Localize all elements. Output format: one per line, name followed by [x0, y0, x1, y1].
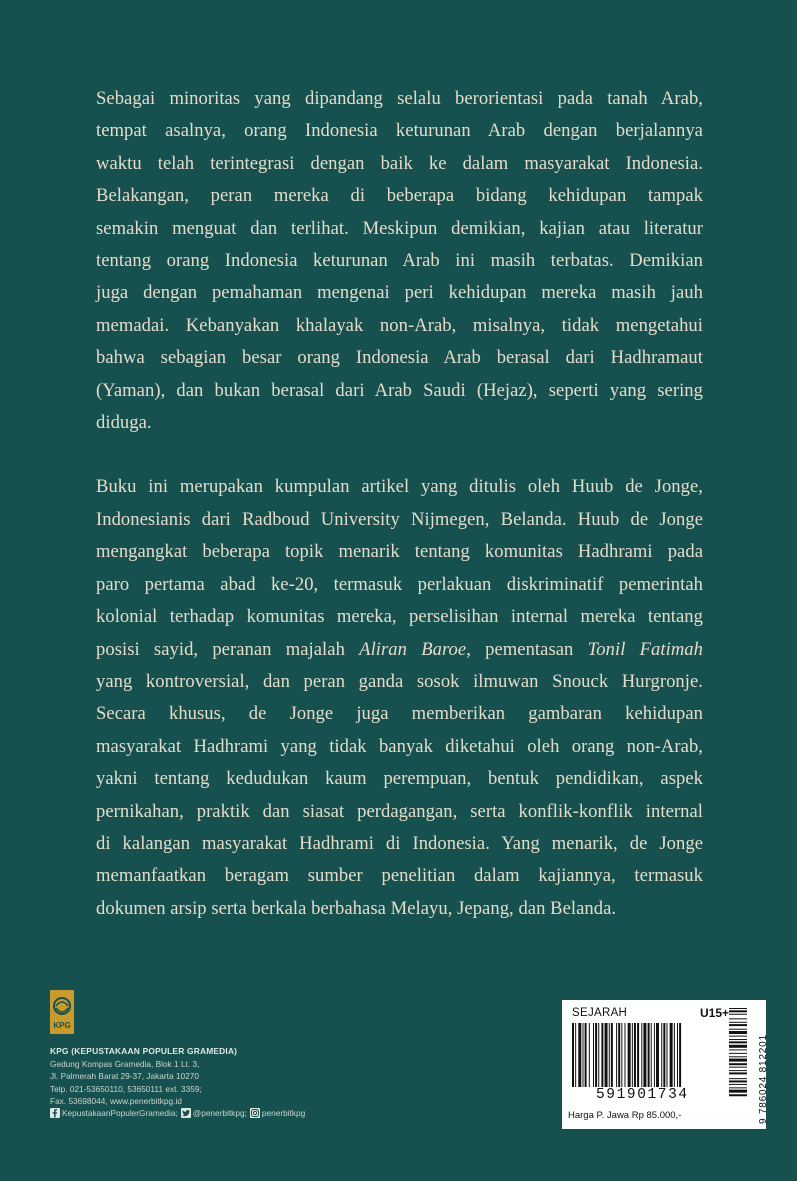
instagram-handle: penerbitkpg [261, 1107, 306, 1118]
price-label: Harga P. Jawa Rp 85.000,- [568, 1110, 682, 1121]
blurb-line: Indonesianis dari Radboud University Nijmegen, Belanda. Huub de Jonge [96, 508, 703, 530]
blurb-line: bahwa sebagian besar orang Indonesia Arab berasal dari Hadhramaut [96, 347, 703, 369]
age-rating: U15+ [700, 1006, 730, 1020]
blurb-line: semakin menguat dan terlihat. Meskipun demikian, kajian atau literatur [96, 217, 703, 239]
facebook-handle: KepustakaanPopulerGramedia; [62, 1107, 178, 1118]
publisher-address: Gedung Kompas Gramedia, Blok 1 Lt. 3, [50, 1059, 200, 1069]
blurb-line: Belakangan, peran mereka di beberapa bidang kehidupan tampak [96, 185, 703, 207]
svg-text:KPG: KPG [53, 1021, 71, 1030]
blurb-line: dokumen arsip serta berkala berbahasa Melayu, Jepang, dan Belanda. [96, 897, 617, 919]
publisher-address: Jl. Palmerah Barat 29-37, Jakarta 10270 [50, 1071, 199, 1082]
blurb-line: pernikahan, praktik dan siasat perdagangan, serta konflik-konflik internal [96, 800, 703, 822]
barcode-label [562, 1000, 769, 1129]
blurb-line: paro pertama abad ke-20, termasuk perlakuan diskriminatif pemerintah [96, 573, 703, 595]
play-title: Tonil Fatimah [587, 638, 703, 660]
isbn-barcode [729, 1008, 747, 1120]
publisher-social-links [50, 1108, 380, 1118]
blurb-line: mengangkat beberapa topik menarik tentang komunitas Hadhrami pada [96, 541, 703, 563]
kpg-logo-icon [50, 990, 74, 1034]
magazine-title: Aliran Baroe [359, 638, 467, 660]
blurb-line: tentang orang Indonesia keturunan Arab ini masih terbatas. Demikian [96, 250, 703, 272]
publisher-info [50, 990, 380, 1118]
isbn-number-wrap [747, 1004, 769, 1126]
publisher-name: KPG (KEPUSTAKAAN POPULER GRAMEDIA) [50, 1046, 238, 1056]
blurb-line: Buku ini merupakan kumpulan artikel yang ditulis oleh Huub de Jonge, [96, 476, 703, 498]
facebook-icon [50, 1108, 60, 1118]
blurb-line: waktu telah terintegrasi dengan baik ke dalam masyarakat Indonesia. [96, 152, 703, 174]
kpg-logo [50, 990, 74, 1034]
blurb-line: Secara khusus, de Jonge juga memberikan gambaran kehidupan [96, 703, 703, 725]
product-barcode [572, 1023, 722, 1087]
blurb-line: (Yaman), dan bukan berasal dari Arab Saudi (Hejaz), seperti yang sering [96, 379, 703, 401]
blurb-line: memadai. Kebanyakan khalayak non-Arab, misalnya, tidak mengetahui [96, 314, 703, 336]
blurb-line: juga dengan pemahaman mengenai peri kehidupan mereka masih jauh [96, 282, 703, 304]
blurb-paragraph-1 [96, 83, 703, 439]
blurb-text: posisi sayid, peranan majalah [96, 638, 360, 660]
publisher-fax-website: Fax. 53698044, www.penerbitkpg.id [50, 1096, 182, 1107]
blurb-line: Sebagai minoritas yang dipandang selalu berorientasi pada tanah Arab, [96, 88, 703, 109]
blurb-line: masyarakat Hadhrami yang tidak banyak diketahui oleh orang non-Arab, [96, 735, 703, 757]
blurb-line: tempat asalnya, orang Indonesia keturunan Arab dengan berjalannya [96, 120, 703, 142]
blurb-line: memanfaatkan beragam sumber penelitian dalam kajiannya, termasuk [96, 865, 703, 887]
twitter-handle: @penerbitkpg; [192, 1107, 247, 1118]
blurb-line-with-titles [96, 634, 703, 666]
blurb-line: yakni tentang kedudukan kaum perempuan, bentuk pendidikan, aspek [96, 768, 703, 790]
blurb-paragraph-2 [96, 471, 703, 925]
product-code: 591901734 [596, 1087, 689, 1103]
blurb-line: diduga. [96, 412, 152, 434]
isbn-number: 9 786024 812201 [758, 1034, 769, 1124]
back-cover-blurb [96, 83, 703, 925]
genre-label: SEJARAH [572, 1007, 628, 1019]
twitter-icon [181, 1108, 191, 1118]
blurb-line: di kalangan masyarakat Hadhrami di Indonesia. Yang menarik, de Jonge [96, 832, 703, 854]
blurb-text: , pementasan [466, 638, 588, 660]
instagram-icon [250, 1108, 260, 1118]
blurb-line: kolonial terhadap komunitas mereka, perselisihan internal mereka tentang [96, 606, 703, 628]
publisher-phone: Telp. 021-53650110, 53650111 ext. 3359; [50, 1083, 202, 1094]
blurb-line: yang kontroversial, dan peran ganda sosok ilmuwan Snouck Hurgronje. [96, 670, 703, 692]
